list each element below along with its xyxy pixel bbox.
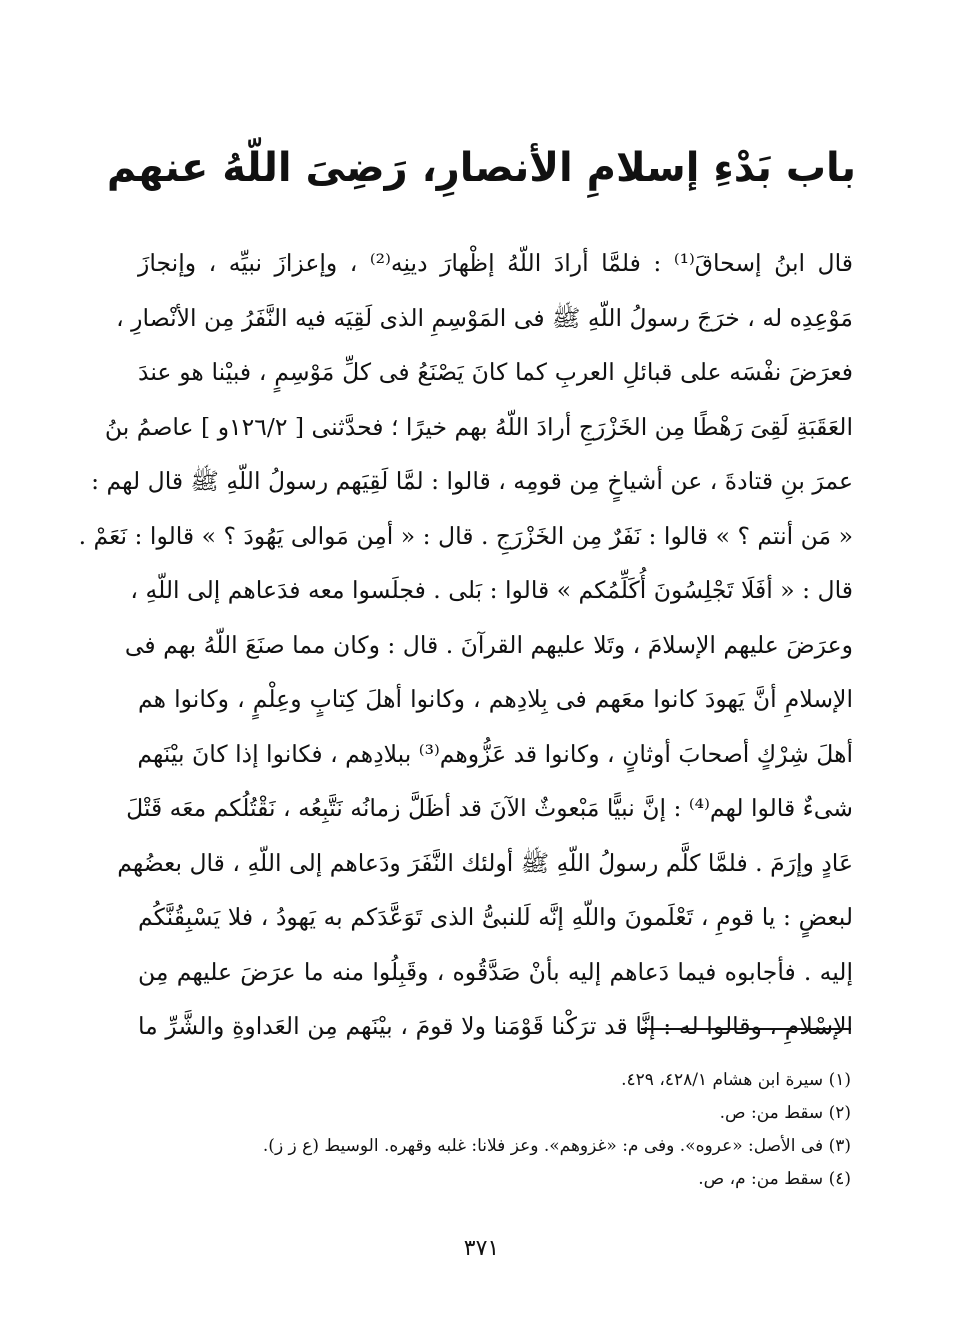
footnote: (١) سيرة ابن هشام ٤٢٨/١، ٤٢٩. [621,1070,851,1090]
body-line: مَوْعِدِه له ، خرَجَ رسولُ اللّهِ ﷺ فى المَوْسِمِ الذى لَقِيَه فيه النَّفَرُ مِن الأنْصارِ ، [116,303,853,332]
body-line: عمرَ بنِ قتادةَ ، عن أشياخٍ مِن قومِه ، قالوا : لمَّا لَقِيَهم رسولُ اللّهِ ﷺ قال لهم : [91,467,853,495]
footnote: (٢) سقط من: ص. [719,1103,851,1123]
chapter-title: باب بَدْءِ إسلامِ الأنصارِ، رَضِىَ اللّهُ عنهم [106,145,857,191]
page-number: ٣٧١ [463,1236,500,1261]
body-line: عَادٍ وإرَمَ . فلمَّا كلَّم رسولُ اللّهِ ﷺ أولئك النَّفَرَ ودَعاهم إلى اللّهِ ، قال بعضُهم [117,848,853,877]
body-line: قال ابنُ إسحاقَ⁽¹⁾ : فلمَّا أرادَ اللّهُ إظْهارَ دينِه⁽²⁾ ، وإعزازَ نبيِّه ، وإنجازَ [138,249,854,277]
footnote: (٣) فى الأصل: «عروه». وفى م: «غزوهم». وعز فلانا: غلبه وقهره. الوسيط (ع ز ز). [262,1136,851,1156]
body-line: لبعضٍ : يا قومِ ، تَعْلَمونَ واللّهِ إنَّه لَلنبىُّ الذى تَوَعَّدَكم به يَهودُ ، فلا يَسْبِقُنَّكُم [138,903,853,931]
body-line: وعرَضَ عليهم الإسلامَ ، وتَلا عليهم القرآنَ . قال : وكان مما صنَعَ اللّهُ بهم فى [124,630,853,659]
footnote-divider [641,1028,851,1030]
body-line: الإسْلامِ ، وقالوا له : إنَّا قد ترَكْنا قَوْمَنا ولا قومَ ، بيْنَهم مِن العَداوةِ والشَّرِّ ما [138,1012,853,1040]
footnote: (٤) سقط من: م، ص. [698,1169,851,1189]
body-line: شىءٌ قالوا لهم⁽⁴⁾ : إنَّ نبيًّا مَبْعوثٌ الآنَ قد أظَلَّ زمانُه نَتَّبِعُه ، نَقْتُلُكم معَه قَتْلَ [126,794,853,822]
body-line: العَقَبَةِ لَقِىَ رَهْطًا مِن الخَزْرَجِ أرادَ اللّهُ بهم خيرًا ؛ فحدَّثنى [ ١٢٦/٢و ] عاصمُ بنُ [104,412,853,441]
footnotes [151,1064,851,1196]
body-line: قال : « أفَلَا تَجْلِسُونَ أُكَلِّمُكم » قالوا : بَلى . فجلَسوا معه فدَعاهم إلى اللّهِ ، [130,576,853,604]
body-line: أهلَ شِرْكٍ أصحابَ أوثانٍ ، وكانوا قد عَزُّوهم⁽³⁾ ببلادِهم ، فكانوا إذا كانَ بيْنَهم [137,739,853,768]
body-line: فعرَضَ نفْسَه على قبائلِ العربِ كما كانَ يَصْنَعُ فى كلِّ مَوْسِمٍ ، فبيْنا هو عندَ [138,358,853,386]
body-line: إليه . فأجابوه فيما دَعاهم إليه بأنْ صَدَّقُوه ، وقَبِلُوا منه ما عرَضَ عليهم مِن [138,957,853,986]
body-text [78,236,854,1054]
body-line: « مَن أنتم ؟ » قالوا : نَفَرٌ مِن الخَزْرَجِ . قال : « أمِن مَوالى يَهُودَ ؟ » قالوا : نَعَمْ . [78,521,853,550]
body-line: الإسلامِ أنَّ يَهودَ كانوا معَهم فى بِلادِهم ، وكانوا أهلَ كِتابٍ وعِلْمٍ ، وكانوا هم [138,685,853,713]
